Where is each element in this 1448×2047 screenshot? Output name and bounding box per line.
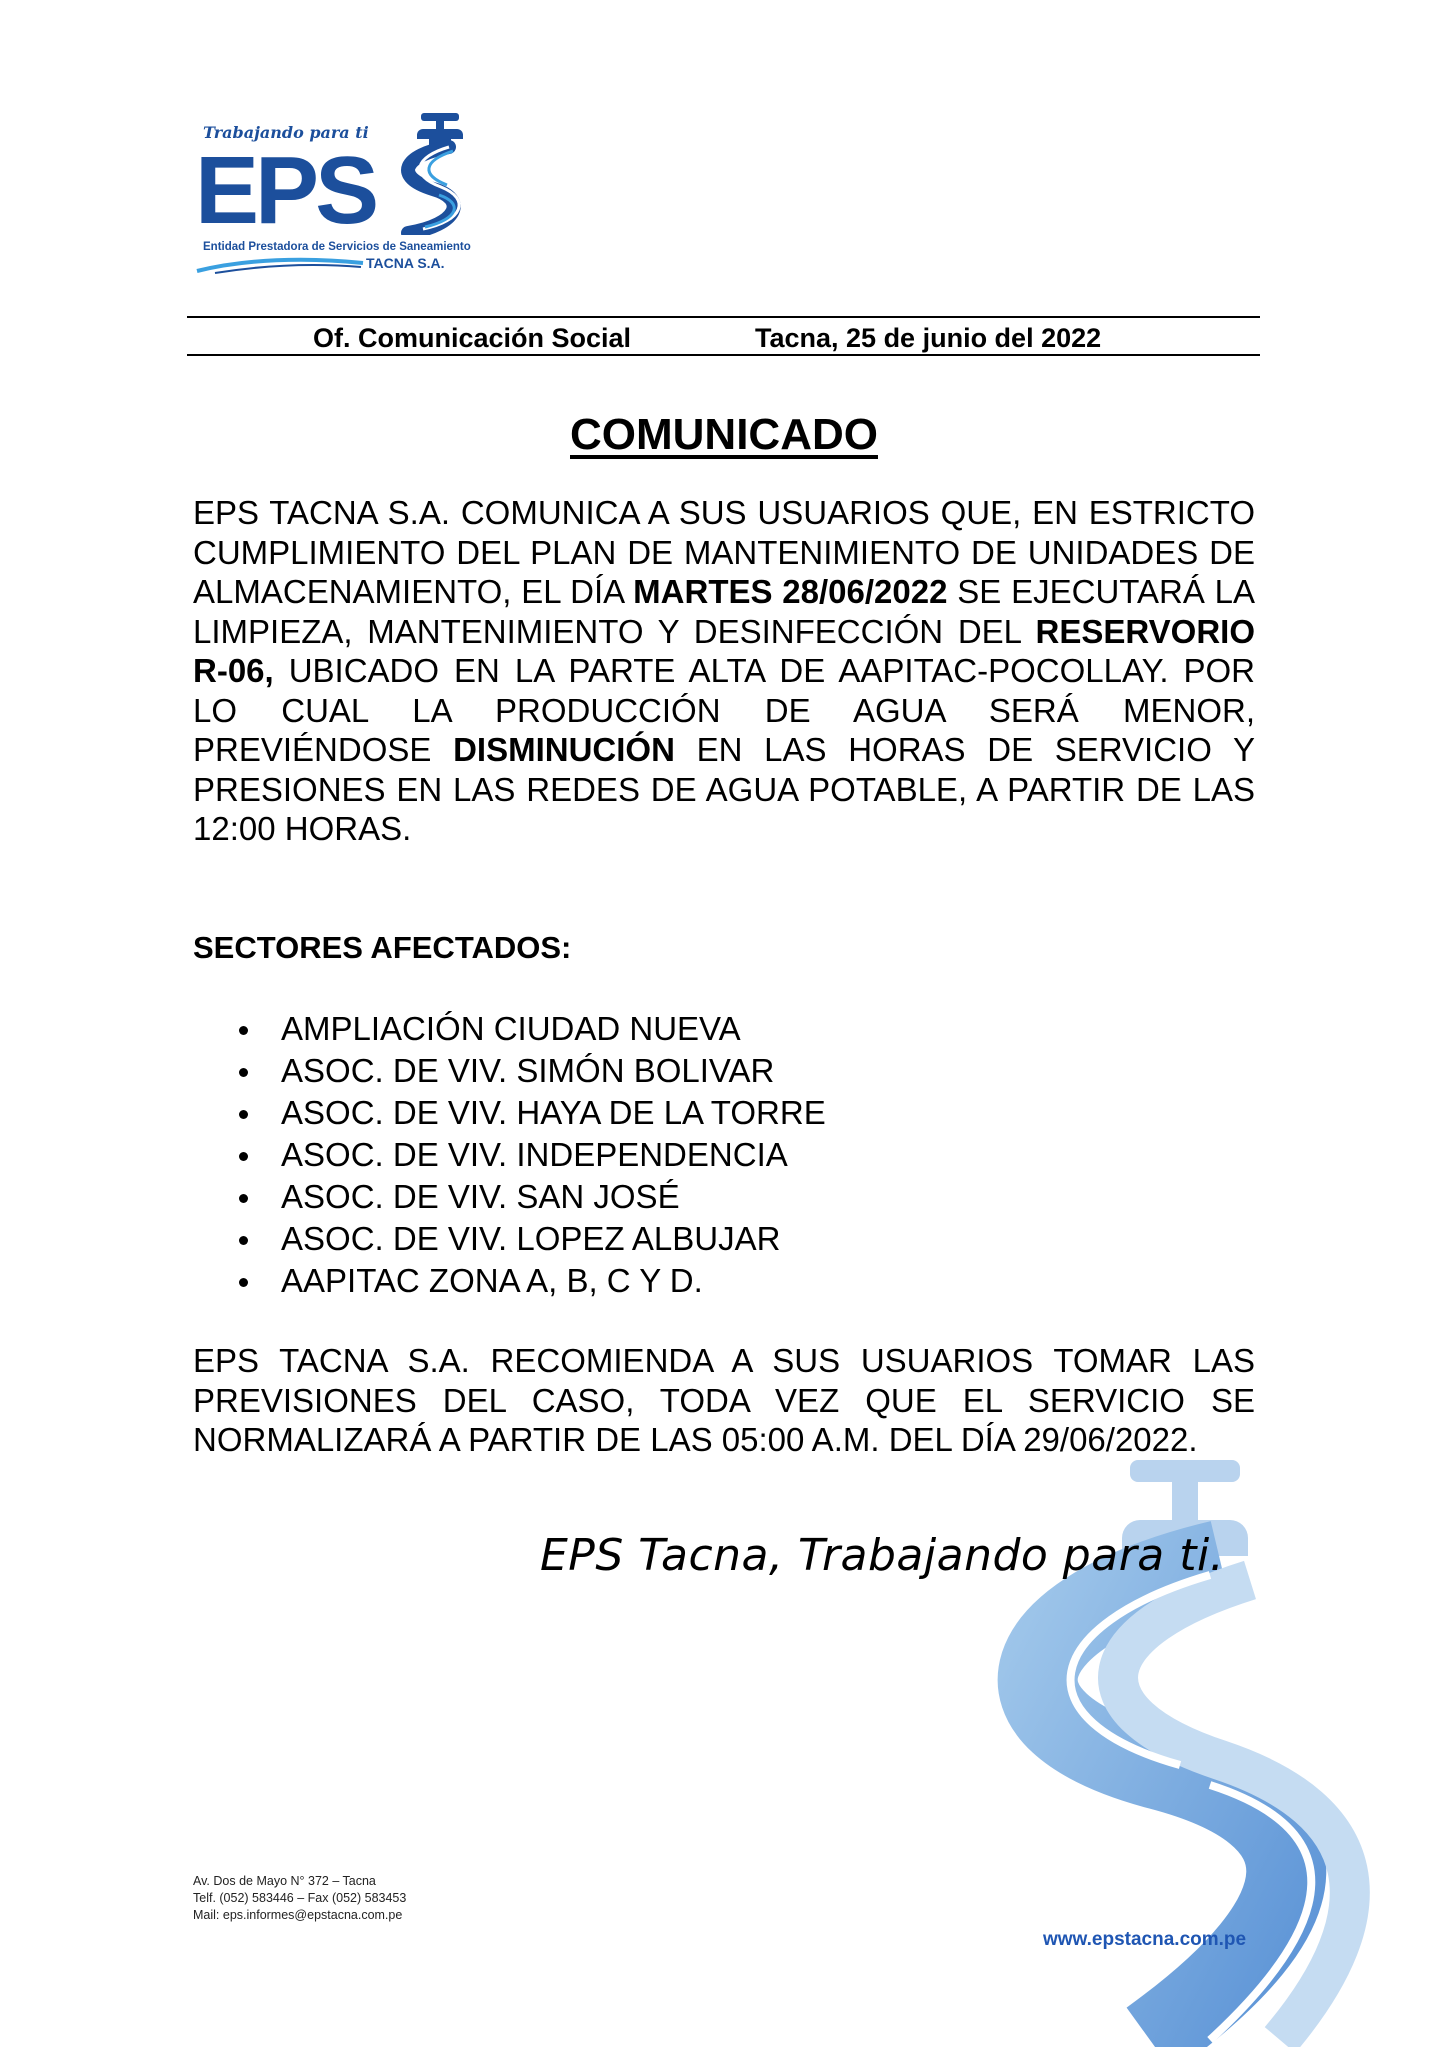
footer-address-block [193, 1873, 406, 1924]
footer-phone: Telf. (052) 583446 – Fax (052) 583453 [193, 1891, 407, 1905]
logo-swoosh [195, 255, 365, 275]
sectors-heading: SECTORES AFECTADOS: [193, 930, 572, 965]
paragraph-text: SE EJECUTARÁ LA LIMPIEZA, MANTENIMIENTO Y DESINFECCIÓN DEL [193, 573, 1255, 650]
reservoir-highlight: RESERVORIO R-06, [193, 612, 1255, 689]
reduction-highlight: DISMINUCIÓN [453, 731, 675, 768]
sectors-list [236, 1008, 826, 1302]
list-item: ASOC. DE VIV. SIMÓN BOLIVAR [236, 1050, 826, 1092]
announcement-paragraph [193, 493, 1255, 849]
slogan: EPS Tacna, Trabajando para ti. [540, 1530, 1225, 1581]
list-item: AMPLIACIÓN CIUDAD NUEVA [236, 1008, 826, 1050]
website-link[interactable]: www.epstacna.com.pe [1043, 1929, 1247, 1950]
date-highlight: MARTES 28/06/2022 [633, 573, 948, 610]
list-item: ASOC. DE VIV. LOPEZ ALBUJAR [236, 1218, 826, 1260]
paragraph-text: UBICADO EN LA PARTE ALTA DE AAPITAC-POCOLLAY. POR LO CUAL LA PRODUCCIÓN DE AGUA SERÁ MENOR, PREVIÉNDOSE [193, 652, 1255, 768]
water-faucet-icon [363, 107, 483, 235]
document-title: COMUNICADO [570, 410, 878, 459]
eps-logo [195, 105, 485, 280]
recommendation-paragraph: EPS TACNA S.A. RECOMIENDA A SUS USUARIOS TOMAR LAS PREVISIONES DEL CASO, TODA VEZ QUE EL SERVICIO SE NORMALIZARÁ A PARTIR DE LAS 05:00 A.M. DEL DÍA 29/06/2022. [193, 1342, 1255, 1458]
logo-tagline: Trabajando para ti [203, 123, 369, 142]
list-item: ASOC. DE VIV. HAYA DE LA TORRE [236, 1092, 826, 1134]
list-item: ASOC. DE VIV. SAN JOSÉ [236, 1176, 826, 1218]
date-label: Tacna, 25 de junio del 2022 [755, 323, 1102, 353]
paragraph-text: EPS TACNA S.A. COMUNICA A SUS USUARIOS QUE, EN ESTRICTO CUMPLIMIENTO DEL PLAN DE MANTENIMIENTO DE UNIDADES DE ALMACENAMIENTO, EL DÍA [193, 494, 1255, 610]
footer-mail: Mail: eps.informes@epstacna.com.pe [193, 1908, 403, 1922]
paragraph-text: EN LAS HORAS DE SERVICIO Y PRESIONES EN LAS REDES DE AGUA POTABLE, A PARTIR DE LAS 12:00 HORAS. [193, 731, 1255, 847]
office-label: Of. Comunicación Social [313, 323, 632, 353]
logo-letters: EPS [195, 137, 376, 244]
list-item: AAPITAC ZONA A, B, C Y D. [236, 1260, 826, 1302]
list-item: ASOC. DE VIV. INDEPENDENCIA [236, 1134, 826, 1176]
footer-address: Av. Dos de Mayo N° 372 – Tacna [193, 1874, 376, 1888]
logo-city: TACNA S.A. [366, 255, 445, 271]
reference-bar [187, 316, 1260, 356]
logo-subtitle: Entidad Prestadora de Servicios de Saneamiento [203, 241, 471, 253]
